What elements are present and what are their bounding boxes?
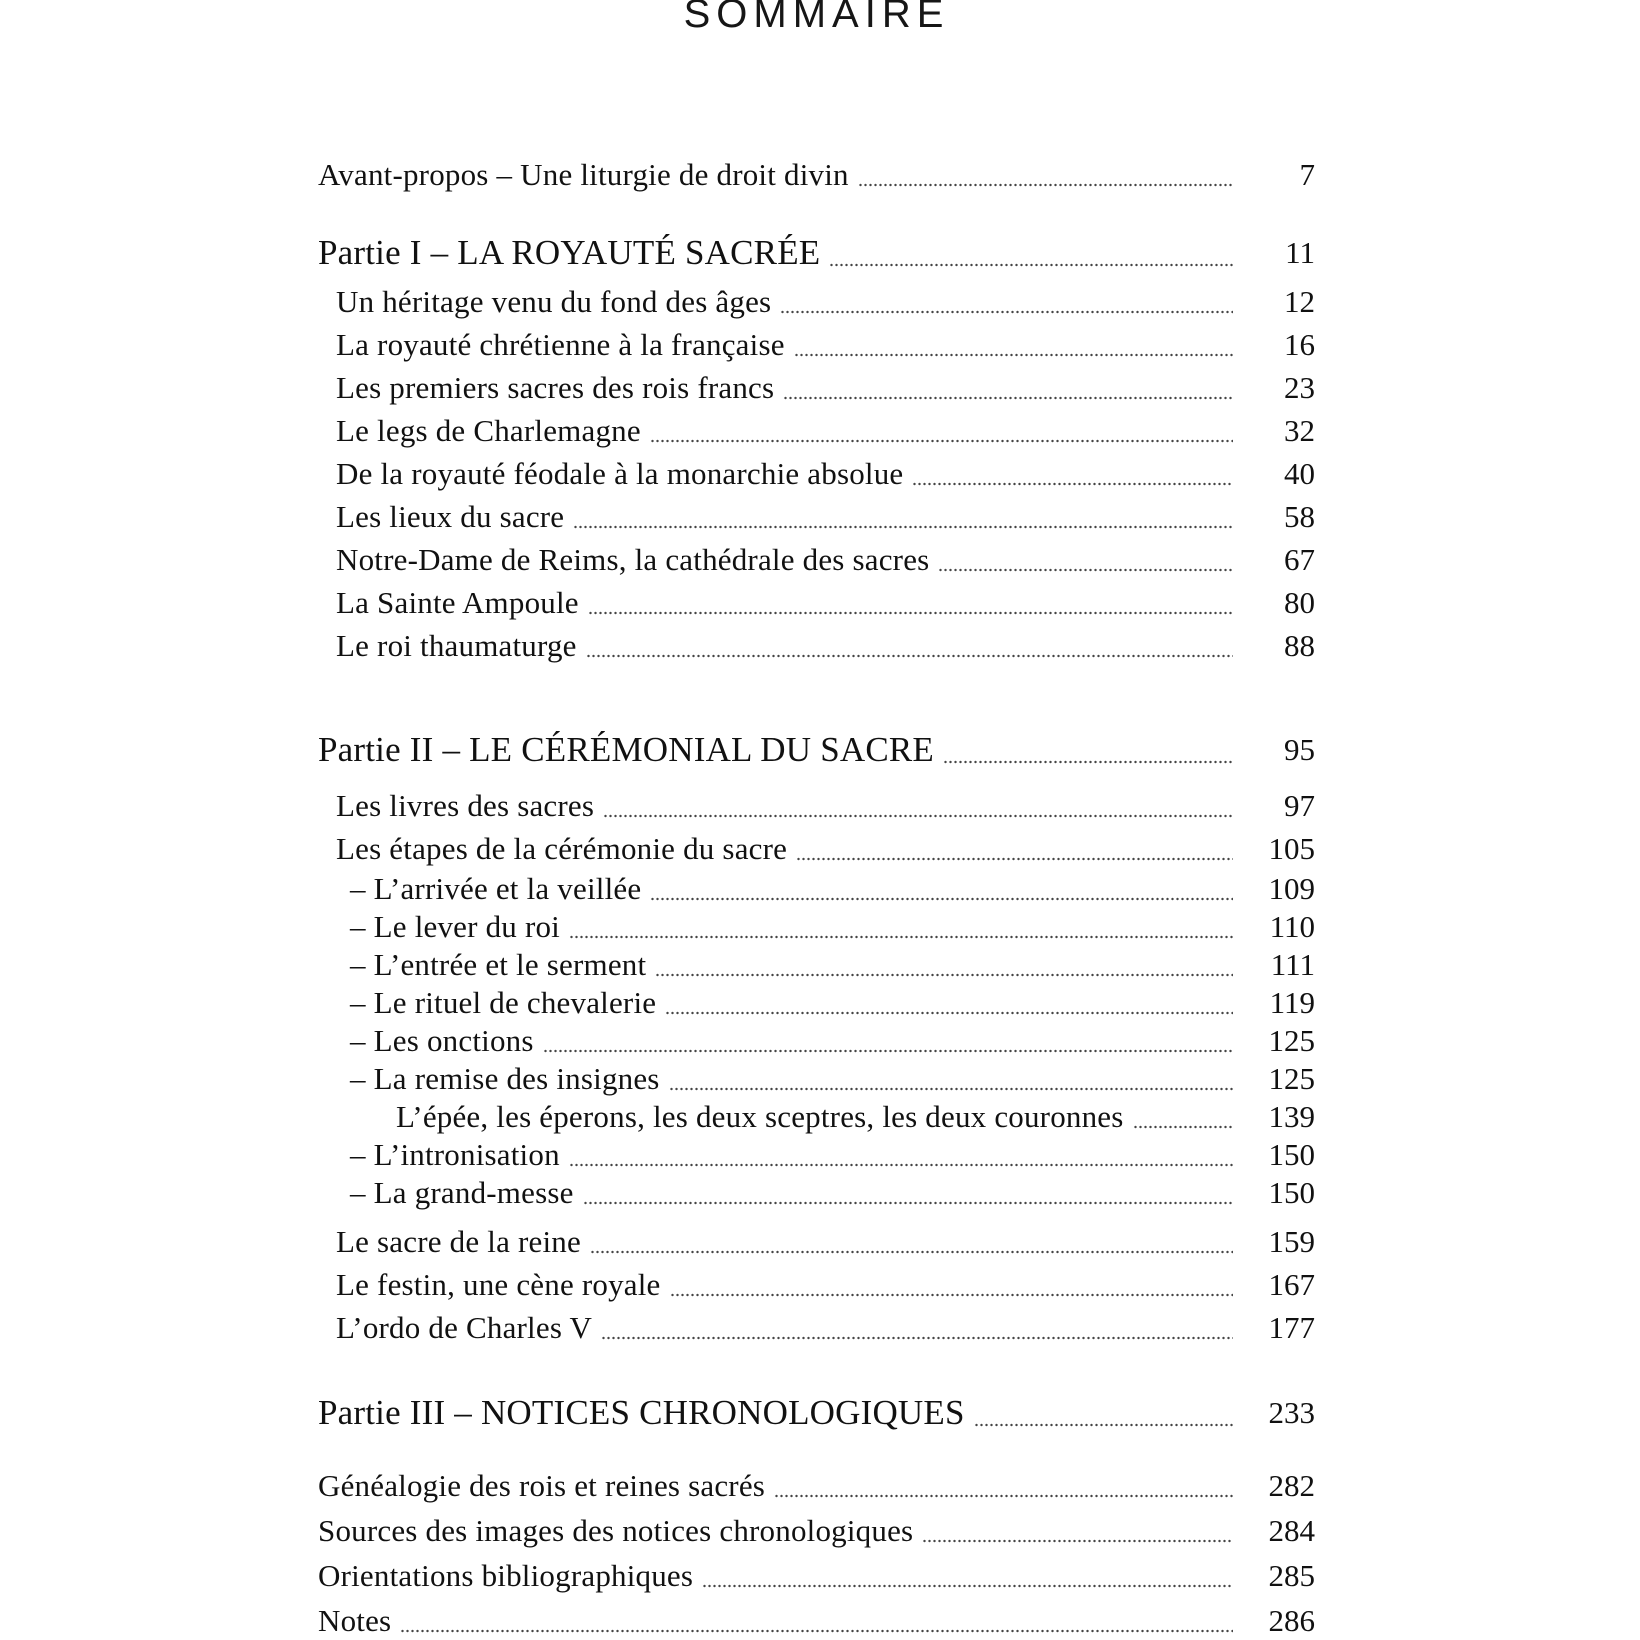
toc-entry-page: 286 (1268, 1603, 1315, 1638)
toc-entry-label: – La remise des insignes (350, 1061, 660, 1096)
dotted-leader (670, 1087, 1233, 1091)
toc-entry (318, 723, 1315, 777)
toc-entry-page: 7 (1299, 157, 1315, 192)
dotted-leader (656, 973, 1233, 977)
toc-entry-label: Partie I – LA ROYAUTÉ SACRÉE (318, 233, 821, 272)
dotted-leader (587, 654, 1233, 658)
toc-entry (318, 409, 1315, 452)
toc-entry-label: – L’intronisation (350, 1137, 560, 1172)
dotted-leader (795, 353, 1233, 357)
toc-entry (318, 366, 1315, 409)
toc-entry (318, 581, 1315, 624)
toc-entry-label: Un héritage venu du fond des âges (336, 284, 772, 319)
toc-entry (318, 323, 1315, 366)
toc-entry (318, 1220, 1315, 1263)
toc-entry-page: 16 (1284, 327, 1315, 362)
toc-entry-page: 233 (1268, 1395, 1315, 1430)
toc-entry (318, 1598, 1315, 1640)
toc-entry-label: La Sainte Ampoule (336, 585, 579, 620)
toc-entry-page: 150 (1268, 1137, 1315, 1172)
dotted-leader (784, 396, 1233, 400)
toc-entry (318, 1463, 1315, 1508)
toc-entry (318, 538, 1315, 581)
toc-entry-page: 58 (1284, 499, 1315, 534)
toc-entry-page: 111 (1270, 947, 1315, 982)
toc-entry (318, 946, 1315, 984)
dotted-leader (544, 1049, 1233, 1053)
toc-entry-page: 285 (1268, 1558, 1315, 1593)
dotted-leader (775, 1494, 1233, 1498)
toc-entry-label: Les livres des sacres (336, 788, 595, 823)
toc-entry-label: Partie III – NOTICES CHRONOLOGIQUES (318, 1393, 965, 1432)
toc-entry-label: Notre-Dame de Reims, la cathédrale des sacres (336, 542, 930, 577)
dotted-leader (574, 525, 1233, 529)
dotted-leader (570, 935, 1233, 939)
toc-entry (318, 452, 1315, 495)
dotted-leader (591, 1250, 1233, 1254)
dotted-leader (797, 857, 1233, 861)
toc-entry (318, 1386, 1315, 1440)
dotted-leader (830, 263, 1233, 267)
toc-entry (318, 1098, 1315, 1136)
toc-entry (318, 624, 1315, 667)
toc-entry (318, 827, 1315, 870)
toc-entry-page: 40 (1284, 456, 1315, 491)
dotted-leader (703, 1584, 1233, 1588)
toc-entry-label: Les lieux du sacre (336, 499, 565, 534)
dotted-leader (975, 1423, 1233, 1427)
toc-entry (318, 1136, 1315, 1174)
dotted-leader (781, 310, 1233, 314)
toc-entry-label: De la royauté féodale à la monarchie absolue (336, 456, 904, 491)
dotted-leader (570, 1163, 1233, 1167)
dotted-leader (651, 897, 1233, 901)
toc-entry-label: Généalogie des rois et reines sacrés (318, 1468, 766, 1503)
toc-entry-label: – L’arrivée et la veillée (350, 871, 642, 906)
toc-entry-page: 109 (1268, 871, 1315, 906)
toc-entry-page: 67 (1284, 542, 1315, 577)
toc-entry-page: 11 (1285, 235, 1315, 270)
toc-entry-label: – Le lever du roi (350, 909, 560, 944)
toc-entry-page: 282 (1268, 1468, 1315, 1503)
toc-entry-label: Le legs de Charlemagne (336, 413, 641, 448)
toc-entry (318, 870, 1315, 908)
dotted-leader (651, 439, 1233, 443)
toc-entry-page: 159 (1268, 1224, 1315, 1259)
toc-entry-page: 125 (1268, 1023, 1315, 1058)
dotted-leader (584, 1201, 1233, 1205)
toc-entry-page: 110 (1269, 909, 1315, 944)
toc-entry (318, 1508, 1315, 1553)
toc-entry (318, 784, 1315, 827)
toc-entry-label: L’épée, les éperons, les deux sceptres, les deux couronnes (396, 1099, 1124, 1134)
dotted-leader (1134, 1125, 1233, 1129)
toc-entry-label: Sources des images des notices chronologiques (318, 1513, 914, 1548)
toc-entry (318, 1306, 1315, 1349)
toc-entry (318, 153, 1315, 196)
toc-entry-label: – Le rituel de chevalerie (350, 985, 657, 1020)
toc-entry-label: Les étapes de la cérémonie du sacre (336, 831, 788, 866)
toc-entry-label: Notes (318, 1603, 392, 1638)
dotted-leader (604, 814, 1233, 818)
toc-entry-page: 23 (1284, 370, 1315, 405)
toc-entry (318, 1060, 1315, 1098)
toc-entry-label: Le festin, une cène royale (336, 1267, 661, 1302)
toc-entry-page: 150 (1268, 1175, 1315, 1210)
toc-entry-page: 105 (1268, 831, 1315, 866)
toc-entry-label: La royauté chrétienne à la française (336, 327, 785, 362)
dotted-leader (602, 1336, 1233, 1340)
dotted-leader (923, 1539, 1233, 1543)
dotted-leader (944, 760, 1233, 764)
toc-entry-label: L’ordo de Charles V (336, 1310, 593, 1345)
toc-entry (318, 1263, 1315, 1306)
toc-entry (318, 984, 1315, 1022)
toc-entry-label: Le roi thaumaturge (336, 628, 577, 663)
toc-entry-page: 80 (1284, 585, 1315, 620)
toc-entry-page: 97 (1284, 788, 1315, 823)
toc-list (318, 153, 1315, 1640)
toc-entry-label: Le sacre de la reine (336, 1224, 581, 1259)
toc-entry (318, 1022, 1315, 1060)
toc-entry-page: 119 (1269, 985, 1315, 1020)
toc-entry-label: Orientations bibliographiques (318, 1558, 694, 1593)
toc-entry-page: 125 (1268, 1061, 1315, 1096)
dotted-leader (401, 1629, 1233, 1633)
dotted-leader (589, 611, 1233, 615)
toc-entry-page: 95 (1284, 732, 1315, 767)
dotted-leader (666, 1011, 1233, 1015)
toc-entry-page: 88 (1284, 628, 1315, 663)
toc-entry (318, 908, 1315, 946)
toc-entry (318, 226, 1315, 280)
toc-entry (318, 1553, 1315, 1598)
toc-entry-label: – Les onctions (350, 1023, 534, 1058)
toc-entry-label: Partie II – LE CÉRÉMONIAL DU SACRE (318, 730, 935, 769)
toc-entry-page: 32 (1284, 413, 1315, 448)
toc-entry-label: Les premiers sacres des rois francs (336, 370, 775, 405)
dotted-leader (913, 482, 1233, 486)
toc-entry (318, 280, 1315, 323)
toc-entry-page: 177 (1268, 1310, 1315, 1345)
toc-entry (318, 1174, 1315, 1212)
toc-entry-page: 12 (1284, 284, 1315, 319)
toc-entry-label: – L’entrée et le serment (350, 947, 647, 982)
toc-entry-page: 139 (1268, 1099, 1315, 1134)
page-title: SOMMAIRE (683, 0, 950, 36)
toc-entry-label: Avant-propos – Une liturgie de droit divin (318, 157, 849, 192)
dotted-leader (859, 183, 1233, 187)
toc-entry (318, 495, 1315, 538)
toc-entry-page: 284 (1268, 1513, 1315, 1548)
dotted-leader (939, 568, 1233, 572)
toc-entry-page: 167 (1268, 1267, 1315, 1302)
toc-entry-label: – La grand-messe (350, 1175, 574, 1210)
dotted-leader (671, 1293, 1233, 1297)
